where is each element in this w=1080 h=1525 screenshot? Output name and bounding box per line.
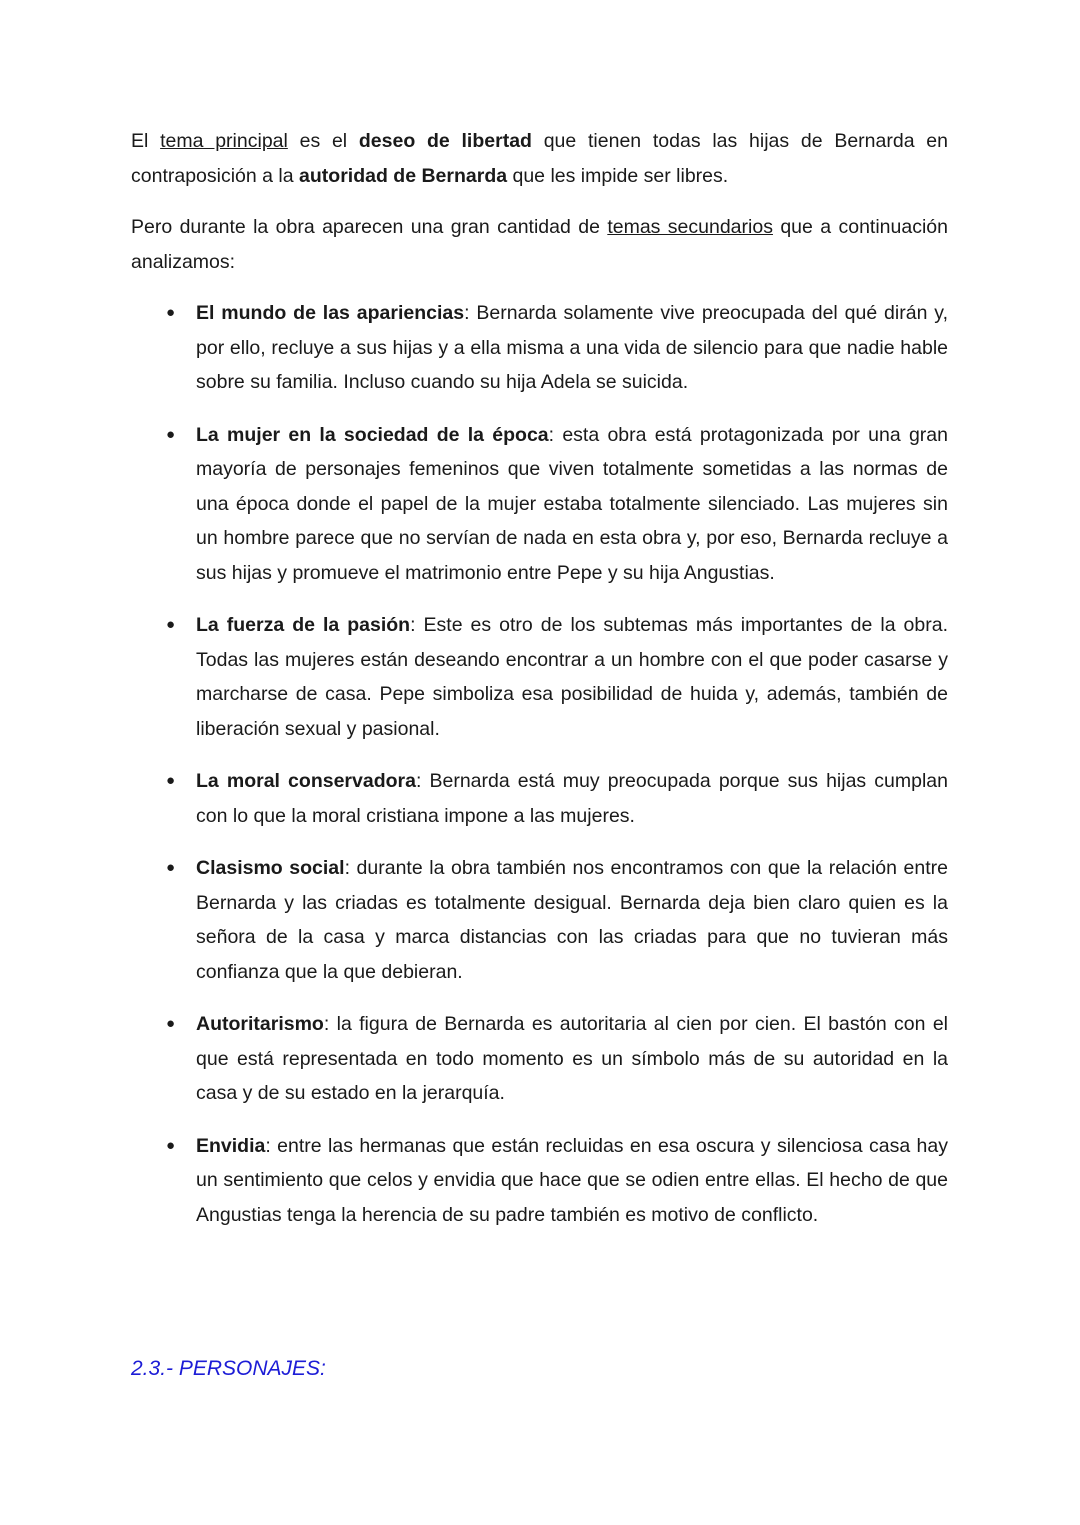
theme-description: : entre las hermanas que están recluidas en esa oscura y silenciosa casa hay un sentimiento que celos y envidia que hace que se odien entre ellas. El hecho de que Angustias tenga la herencia de su padre también es motivo de conflicto. — [196, 1134, 948, 1226]
list-item — [131, 608, 948, 746]
theme-description: : Bernarda está muy preocupada porque sus hijas cumplan con lo que la moral cristiana impone a las mujeres. — [196, 770, 948, 827]
theme-title: Autoritarismo — [196, 1013, 324, 1035]
theme-title: La fuerza de la pasión — [196, 614, 411, 636]
theme-description: : Bernarda solamente vive preocupada del qué dirán y, por ello, recluye a sus hijas y a ella misma a una vida de silencio para que nadie hable sobre su familia. Incluso cuando su hija Adela se suicida. — [196, 302, 949, 393]
link-temas-secundarios: temas secundarios — [607, 216, 773, 238]
bullet-icon: ● — [166, 859, 176, 876]
bullet-icon: ● — [166, 1136, 176, 1154]
list-item — [131, 1007, 948, 1111]
theme-title: La mujer en la sociedad de la época — [196, 423, 549, 446]
intro-paragraph-secondary-themes: Pero durante la obra aparecen una gran cantidad de temas secundarios que a continuación analizamos: — [131, 216, 948, 273]
list-item — [131, 296, 948, 400]
theme-title: Clasismo social — [196, 857, 345, 879]
theme-description: : la figura de Bernarda es autoritaria al cien por cien. El bastón con el que está representada en todo momento es un símbolo más de su autoridad en la casa y de su estado en la jerarquía. — [196, 1013, 948, 1104]
intro-paragraph-main-theme: El tema principal es el deseo de libertad que tienen todas las hijas de Bernarda en contraposición a la autoridad de Bernarda que les impide ser libres. — [131, 130, 949, 187]
document-body — [131, 124, 948, 1250]
themes-list — [131, 296, 948, 1232]
bullet-icon: ● — [166, 1015, 176, 1032]
list-item — [131, 851, 948, 989]
theme-title: Envidia — [196, 1134, 266, 1157]
list-item — [131, 418, 948, 591]
bullet-icon: ● — [166, 616, 176, 633]
link-tema-principal: tema principal — [160, 130, 288, 152]
theme-description: : esta obra está protagonizada por una gran mayoría de personajes femeninos que viven totalmente sometidas a las normas de una época donde el papel de la mujer estaba totalmente silenciado. Las mujeres sin un hombre parece que no servían de nada en esta obra y, por eso, Bernarda recluye a sus hijas y promueve el matrimonio entre Pepe y su hija Angustias. — [196, 423, 948, 584]
bullet-icon: ● — [166, 304, 176, 321]
list-item — [131, 1129, 948, 1233]
theme-description: : durante la obra también nos encontramos con que la relación entre Bernarda y las criadas es totalmente desigual. Bernarda deja bien claro quien es la señora de la casa y marca distancias con las criadas para que no tuvieran más confianza que la que debieran. — [196, 857, 949, 983]
section-heading-personajes: 2.3.- PERSONAJES: — [131, 1357, 326, 1380]
theme-title: La moral conservadora — [196, 770, 416, 792]
theme-description: : Este es otro de los subtemas más importantes de la obra. Todas las mujeres están deseando encontrar a un hombre con el que poder casarse y marcharse de casa. Pepe simboliza esa posibilidad de huida y, además, también de liberación sexual y pasional. — [196, 614, 948, 740]
emphasis-autoridad: autoridad de Bernarda — [299, 164, 508, 187]
bullet-icon: ● — [166, 425, 176, 443]
emphasis-deseo-libertad: deseo de libertad — [358, 130, 532, 152]
list-item — [131, 764, 948, 833]
theme-title: El mundo de las apariencias — [196, 302, 465, 324]
bullet-icon: ● — [166, 772, 176, 789]
